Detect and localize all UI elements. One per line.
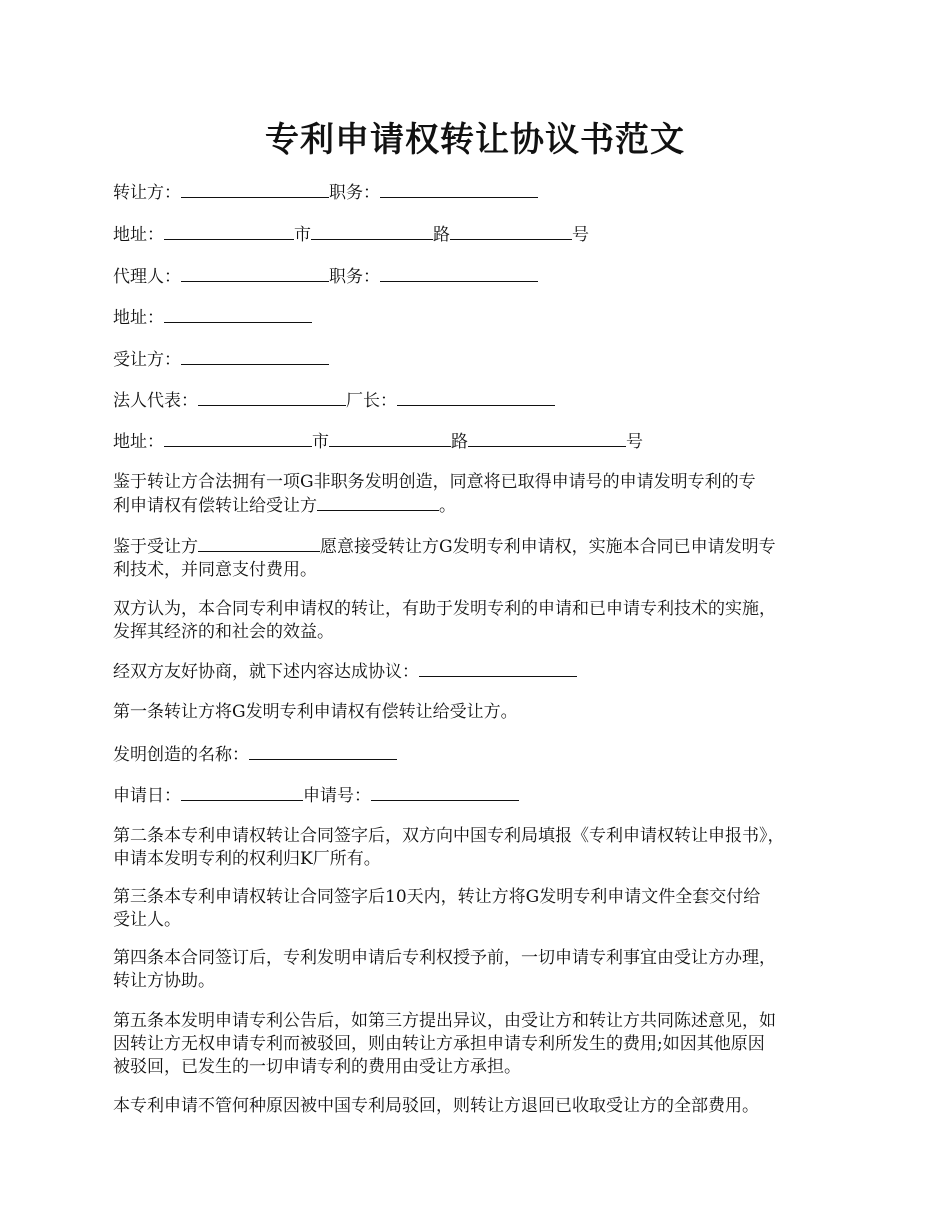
article-4: 第四条本合同签订后，专利发明申请后专利权授予前，一切申请专利事宜由受让方办理， 转让方协助。 bbox=[113, 948, 776, 991]
invention-name-blank bbox=[249, 743, 397, 760]
road3-blank bbox=[468, 430, 626, 447]
invention-name-line bbox=[113, 743, 848, 767]
agent-title-label: 职务： bbox=[329, 267, 380, 287]
paragraph-1 bbox=[113, 471, 848, 518]
legal-rep-blank bbox=[198, 389, 346, 406]
transferor-label: 转让方： bbox=[113, 183, 181, 203]
legal-rep-line bbox=[113, 389, 848, 413]
transferor-line bbox=[113, 181, 848, 205]
paragraph-1-blank bbox=[317, 494, 439, 511]
agent-line bbox=[113, 265, 848, 289]
agent-label: 代理人： bbox=[113, 267, 181, 287]
number-label: 号 bbox=[572, 225, 589, 245]
agent-blank bbox=[181, 265, 329, 282]
factory-head-label: 厂长： bbox=[346, 391, 397, 411]
article-1: 第一条转让方将G发明专利申请权有偿转让给受让方。 bbox=[113, 702, 518, 722]
article-2: 第二条本专利申请权转让合同签字后，双方向中国专利局填报《专利申请权转让申报书》， 申请本发明专利的权利归K厂所有。 bbox=[113, 826, 785, 869]
address2-blank bbox=[164, 306, 312, 323]
address3-blank bbox=[164, 430, 312, 447]
address3-label: 地址： bbox=[113, 432, 164, 452]
road-blank bbox=[450, 223, 572, 240]
paragraph-1-line-2: 利申请权有偿转让给受让方 bbox=[113, 496, 317, 516]
paragraph-4 bbox=[113, 660, 848, 684]
city3-label: 市 bbox=[312, 432, 329, 452]
city-blank bbox=[311, 223, 433, 240]
address-line-3 bbox=[113, 430, 848, 454]
paragraph-2-rest: 愿意接受转让方G发明专利申请权，实施本合同已申请发明专 bbox=[320, 537, 776, 557]
application-date-label: 申请日： bbox=[113, 786, 181, 806]
application-number-blank bbox=[371, 784, 519, 801]
article-3: 第三条本专利申请权转让合同签字后10天内，转让方将G发明专利申请文件全套交付给 受让人。 bbox=[113, 887, 761, 930]
number3-label: 号 bbox=[626, 432, 643, 452]
paragraph-2-blank bbox=[198, 535, 320, 552]
address-blank bbox=[164, 223, 294, 240]
final-paragraph: 本专利申请不管何种原因被中国专利局驳回，则转让方退回已收取受让方的全部费用。 bbox=[113, 1096, 759, 1116]
paragraph-2-start: 鉴于受让方 bbox=[113, 537, 198, 557]
application-date-blank bbox=[181, 784, 303, 801]
address-label: 地址： bbox=[113, 225, 164, 245]
paragraph-2-line-2: 利技术，并同意支付费用。 bbox=[113, 560, 317, 580]
paragraph-3: 双方认为，本合同专利申请权的转让，有助于发明专利的申请和已申请专利技术的实施， 发挥其经济的和社会的效益。 bbox=[113, 599, 776, 642]
transferor-blank bbox=[181, 181, 329, 198]
title-label: 职务： bbox=[329, 183, 380, 203]
transferee-line bbox=[113, 348, 848, 372]
transferee-label: 受让方： bbox=[113, 350, 181, 370]
address-line-2 bbox=[113, 306, 848, 330]
address-line-1 bbox=[113, 223, 848, 247]
invention-name-label: 发明创造的名称： bbox=[113, 745, 249, 765]
paragraph-2 bbox=[113, 535, 848, 582]
city-label: 市 bbox=[294, 225, 311, 245]
factory-head-blank bbox=[397, 389, 555, 406]
road-label: 路 bbox=[433, 225, 450, 245]
transferee-blank bbox=[181, 348, 329, 365]
road3-label: 路 bbox=[451, 432, 468, 452]
city3-blank bbox=[329, 430, 451, 447]
legal-rep-label: 法人代表： bbox=[113, 391, 198, 411]
application-number-label: 申请号： bbox=[303, 786, 371, 806]
application-line bbox=[113, 784, 848, 808]
article-5: 第五条本发明申请专利公告后，如第三方提出异议，由受让方和转让方共同陈述意见，如 因转让方无权申请专利而被驳回，则由转让方承担申请专利所发生的费用;如因其他原因 被驳回，已发生的一切申请专利的费用由受让方承担。 bbox=[113, 1011, 776, 1077]
agent-title-blank bbox=[380, 265, 538, 282]
document-title: 专利申请权转让协议书范文 bbox=[265, 120, 685, 160]
paragraph-4-text: 经双方友好协商，就下述内容达成协议： bbox=[113, 662, 419, 682]
paragraph-1-line-1: 鉴于转让方合法拥有一项G非职务发明创造，同意将已取得申请号的申请发明专利的专 bbox=[113, 472, 756, 492]
paragraph-4-blank bbox=[419, 660, 577, 677]
title-blank bbox=[380, 181, 538, 198]
paragraph-1-end: 。 bbox=[439, 496, 456, 516]
address2-label: 地址： bbox=[113, 308, 164, 328]
